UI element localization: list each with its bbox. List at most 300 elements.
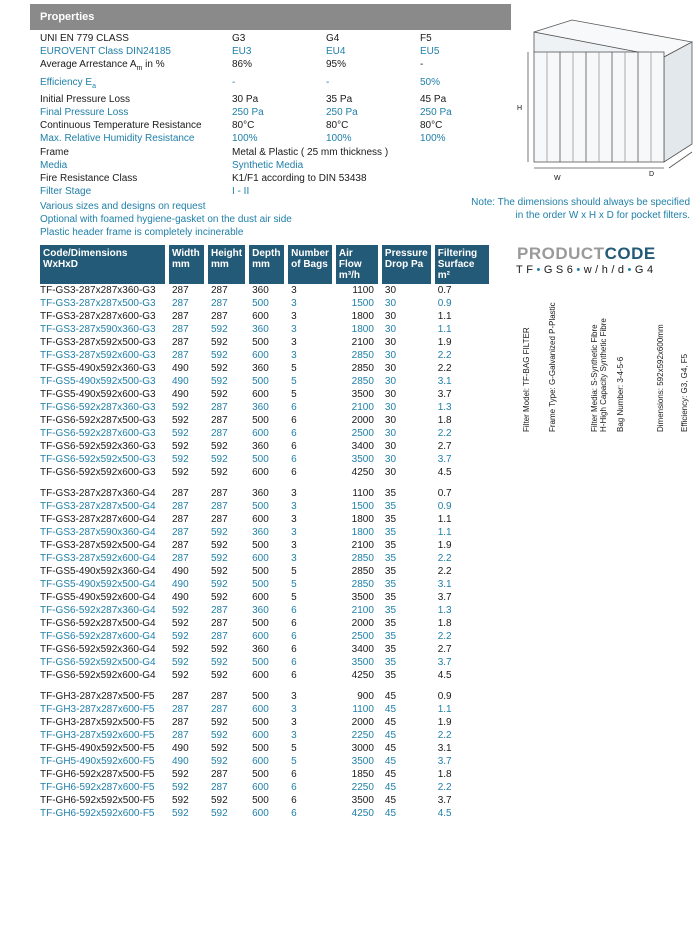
table-cell: 45	[384, 795, 397, 806]
table-row	[40, 656, 489, 669]
code-segment: 6	[566, 264, 577, 276]
table-cell: 3	[291, 704, 297, 715]
property-value-g4: 250 Pa	[326, 107, 358, 119]
table-cell: TF-GS3-287x287x360-G3	[40, 285, 156, 296]
properties-table	[40, 32, 510, 198]
table-cell: 600	[252, 631, 269, 642]
property-label: EUROVENT Class DIN24185	[40, 46, 171, 58]
code-separator: •	[627, 264, 635, 276]
property-label: Average Arrestance $A_m$ in %	[40, 59, 165, 73]
table-cell: TF-GS5-490x592x600-G4	[40, 592, 156, 603]
table-cell: 500	[252, 743, 269, 754]
property-value: Metal & Plastic ( 25 mm thickness )	[232, 146, 389, 158]
table-cell: 1.1	[437, 514, 452, 525]
table-cell: 592	[211, 350, 228, 361]
table-cell: 30	[384, 415, 397, 426]
table-row	[40, 781, 489, 794]
table-cell: 3	[291, 501, 297, 512]
column-header: Pressure Drop Pa	[378, 245, 431, 284]
table-cell: 592	[211, 717, 228, 728]
table-cell: 35	[384, 670, 397, 681]
table-cell: 592	[211, 389, 228, 400]
table-cell: 592	[211, 808, 228, 819]
table-cell: 500	[252, 501, 269, 512]
property-value-g4: 80°C	[326, 120, 349, 132]
property-label: Max. Relative Humidity Resistance	[40, 133, 195, 145]
table-cell: 35	[384, 592, 397, 603]
table-cell: TF-GS6-592x287x600-G4	[40, 631, 156, 642]
product-code-string	[516, 264, 657, 276]
table-cell: 592	[211, 337, 228, 348]
property-row	[40, 76, 510, 93]
table-cell: 30	[384, 389, 397, 400]
table-cell: 600	[252, 553, 269, 564]
table-cell: 500	[252, 691, 269, 702]
table-cell: 45	[384, 808, 397, 819]
column-header: Height mm	[204, 245, 245, 284]
code-segment: G	[634, 264, 647, 276]
table-cell: 45	[384, 704, 397, 715]
table-cell: 490	[172, 376, 189, 387]
table-cell: 1.1	[437, 704, 452, 715]
table-cell: 287	[211, 415, 228, 426]
table-row	[40, 375, 489, 388]
property-value-g3: -	[232, 76, 236, 88]
property-value-f5: 250 Pa	[420, 107, 452, 119]
table-cell: 0.9	[437, 501, 452, 512]
table-cell: 287	[211, 605, 228, 616]
table-row	[40, 669, 489, 682]
table-cell: 1100	[352, 285, 374, 296]
table-cell: 287	[211, 298, 228, 309]
table-cell: 6	[291, 467, 297, 478]
table-cell: 592	[211, 644, 228, 655]
code-legend-label: Dimensions: 592x592x600mm	[656, 324, 665, 432]
table-cell: 287	[172, 730, 189, 741]
table-cell: 4.5	[437, 808, 452, 819]
table-row	[40, 604, 489, 617]
property-value-g3: 80°C	[232, 120, 255, 132]
table-cell: 6	[291, 808, 297, 819]
table-cell: 5	[291, 376, 297, 387]
property-value-f5: 50%	[420, 76, 441, 88]
table-cell: 600	[252, 704, 269, 715]
table-cell: 45	[384, 717, 397, 728]
notes	[40, 200, 292, 239]
table-cell: 592	[172, 631, 189, 642]
table-row	[40, 630, 489, 643]
table-cell: TF-GS6-592x592x600-G3	[40, 467, 156, 478]
table-cell: 592	[172, 402, 189, 413]
table-cell: 592	[211, 324, 228, 335]
table-cell: 1.9	[437, 540, 452, 551]
property-label: UNI EN 779 CLASS	[40, 33, 129, 44]
table-cell: 5	[291, 363, 297, 374]
table-cell: 6	[291, 441, 297, 452]
table-cell: 1.1	[437, 324, 452, 335]
table-cell: 1.8	[437, 618, 452, 629]
table-cell: 3500	[351, 389, 374, 400]
table-cell: 500	[252, 717, 269, 728]
property-row	[40, 58, 510, 75]
table-cell: TF-GS6-592x592x360-G4	[40, 644, 156, 655]
table-cell: 592	[172, 657, 189, 668]
table-cell: TF-GS3-287x287x600-G4	[40, 514, 156, 525]
product-table	[40, 245, 489, 820]
property-row	[40, 45, 510, 58]
table-cell: 3	[291, 540, 297, 551]
table-cell: 592	[172, 428, 189, 439]
table-cell: 490	[172, 743, 189, 754]
property-value-g3: EU3	[232, 46, 252, 58]
table-cell: 600	[252, 592, 269, 603]
table-cell: 592	[211, 540, 228, 551]
table-cell: 592	[172, 808, 189, 819]
table-cell: 1.8	[437, 769, 452, 780]
table-cell: 30	[384, 285, 397, 296]
table-cell: 1.1	[437, 527, 452, 538]
table-cell: 35	[384, 631, 397, 642]
table-cell: 35	[384, 501, 397, 512]
table-cell: TF-GS3-287x592x600-G4	[40, 553, 156, 564]
table-row	[40, 539, 489, 552]
table-cell: 500	[252, 795, 269, 806]
table-cell: 360	[252, 605, 269, 616]
table-row	[40, 794, 489, 807]
table-cell: 6	[291, 769, 297, 780]
table-cell: 592	[172, 782, 189, 793]
table-cell: 3000	[351, 743, 374, 754]
property-value-g3: 30 Pa	[232, 93, 259, 105]
table-cell: 2.2	[437, 428, 452, 439]
table-cell: 35	[384, 566, 397, 577]
property-row	[40, 119, 510, 132]
table-cell: 45	[384, 769, 397, 780]
table-cell: 287	[172, 488, 189, 499]
table-row	[40, 643, 489, 656]
table-cell: 287	[172, 514, 189, 525]
property-value: I - II	[232, 186, 250, 198]
property-value-g3: 250 Pa	[232, 107, 264, 119]
property-value-f5: EU5	[420, 46, 440, 58]
table-cell: 2850	[351, 553, 374, 564]
property-value-g4: EU4	[326, 46, 346, 58]
code-separator: •	[576, 264, 584, 276]
table-cell: 3.7	[437, 389, 452, 400]
table-cell: 3	[291, 691, 297, 702]
table-cell: 6	[291, 402, 297, 413]
table-cell: 2.2	[437, 631, 452, 642]
product-code-title: PRODUCTCODE	[517, 244, 656, 263]
table-cell: 592	[211, 467, 228, 478]
property-value-f5: -	[420, 59, 424, 71]
table-cell: 4.5	[437, 467, 452, 478]
table-cell: 45	[384, 691, 397, 702]
table-cell: 1500	[351, 298, 374, 309]
table-row	[40, 362, 489, 375]
table-cell: 592	[211, 566, 228, 577]
table-cell: 45	[384, 782, 397, 793]
table-cell: 35	[384, 605, 397, 616]
table-cell: TF-GH3-287x287x500-F5	[40, 691, 155, 702]
table-cell: TF-GS3-287x287x500-G3	[40, 298, 156, 309]
table-cell: TF-GH6-592x592x600-F5	[40, 808, 155, 819]
table-cell: 360	[252, 402, 269, 413]
table-cell: 287	[211, 618, 228, 629]
table-cell: 2250	[351, 782, 374, 793]
table-cell: 3500	[351, 592, 374, 603]
property-label: Fire Resistance Class	[40, 173, 138, 185]
table-row	[40, 703, 489, 716]
table-cell: 1.9	[437, 337, 452, 348]
table-cell: 0.9	[437, 691, 452, 702]
table-cell: 1.3	[437, 402, 452, 413]
property-value: K1/F1 according to DIN 53438	[232, 173, 367, 185]
dimension-note: Note: The dimensions should always be specified in the order W x H x D for pocket filters.	[471, 197, 690, 221]
code-legend-label: Filter Model: TF-BAG FILTER	[522, 327, 531, 432]
table-cell: TF-GH5-490x592x600-F5	[40, 756, 155, 767]
table-cell: 2850	[351, 363, 374, 374]
property-row	[40, 185, 510, 198]
table-cell: 287	[172, 350, 189, 361]
table-row	[40, 690, 489, 703]
table-cell: 600	[252, 782, 269, 793]
table-cell: TF-GS6-592x287x360-G3	[40, 402, 156, 413]
table-cell: 592	[211, 795, 228, 806]
table-cell: 287	[172, 691, 189, 702]
table-row	[40, 526, 489, 539]
table-cell: 592	[211, 657, 228, 668]
code-segment: T	[516, 264, 527, 276]
table-cell: TF-GH3-287x592x500-F5	[40, 717, 155, 728]
table-cell: 3.7	[437, 795, 452, 806]
table-cell: 3	[291, 298, 297, 309]
table-cell: 5	[291, 566, 297, 577]
table-cell: 600	[252, 756, 269, 767]
table-cell: 30	[384, 454, 397, 465]
table-cell: 3	[291, 350, 297, 361]
table-cell: 287	[211, 704, 228, 715]
code-segment: 4	[646, 264, 657, 276]
table-cell: 287	[211, 769, 228, 780]
table-cell: 3.7	[437, 657, 452, 668]
table-row	[40, 466, 489, 479]
table-row	[40, 323, 489, 336]
table-cell: 30	[384, 311, 397, 322]
table-cell: 45	[384, 743, 397, 754]
table-cell: 0.7	[437, 285, 452, 296]
table-cell: 3500	[351, 795, 374, 806]
code-legend-label: Filter Media: S-Synthetic Fibre H-High Capacity Synthetic Fibre	[590, 318, 608, 432]
table-row	[40, 617, 489, 630]
table-cell: 5	[291, 389, 297, 400]
property-label: Continuous Temperature Resistance	[40, 120, 202, 132]
column-header: Width mm	[165, 245, 204, 284]
property-value-f5: 80°C	[420, 120, 443, 132]
column-header: Air Flow m³/h	[332, 245, 378, 284]
table-cell: 490	[172, 363, 189, 374]
table-cell: 4250	[351, 808, 374, 819]
table-cell: TF-GS3-287x592x500-G4	[40, 540, 156, 551]
table-cell: 500	[252, 454, 269, 465]
property-value-g4: 100%	[326, 133, 352, 145]
table-cell: TF-GS3-287x592x500-G3	[40, 337, 156, 348]
table-cell: 2100	[351, 337, 374, 348]
code-separator: •	[536, 264, 544, 276]
property-row	[40, 172, 510, 185]
table-cell: 35	[384, 527, 397, 538]
table-cell: 2.2	[437, 782, 452, 793]
group-spacer	[40, 682, 489, 690]
table-row	[40, 349, 489, 362]
table-cell: 2.7	[437, 441, 452, 452]
table-cell: 35	[384, 488, 397, 499]
table-cell: 6	[291, 618, 297, 629]
property-label: Initial Pressure Loss	[40, 93, 131, 105]
table-cell: 287	[172, 540, 189, 551]
table-cell: 287	[211, 514, 228, 525]
table-cell: 500	[252, 415, 269, 426]
table-cell: 3	[291, 488, 297, 499]
table-cell: 30	[384, 324, 397, 335]
table-cell: 600	[252, 730, 269, 741]
note-line: Optional with foamed hygiene-gasket on the dust air side	[40, 214, 292, 225]
table-cell: TF-GS6-592x592x360-G3	[40, 441, 156, 452]
table-cell: 1.3	[437, 605, 452, 616]
table-cell: 500	[252, 566, 269, 577]
table-cell: 45	[384, 756, 397, 767]
table-cell: 1800	[351, 527, 374, 538]
table-cell: 287	[211, 402, 228, 413]
table-cell: 5	[291, 743, 297, 754]
table-row	[40, 552, 489, 565]
table-cell: 592	[211, 527, 228, 538]
table-cell: 592	[172, 454, 189, 465]
table-cell: 592	[211, 454, 228, 465]
table-cell: 30	[384, 376, 397, 387]
table-cell: 592	[172, 441, 189, 452]
table-cell: 1.8	[437, 415, 452, 426]
table-cell: 30	[384, 428, 397, 439]
table-cell: 2100	[351, 605, 374, 616]
table-cell: TF-GH6-592x287x600-F5	[40, 782, 155, 793]
table-cell: TF-GS6-592x287x600-G3	[40, 428, 156, 439]
table-cell: 3	[291, 514, 297, 525]
table-cell: 287	[172, 527, 189, 538]
table-cell: 2500	[351, 428, 374, 439]
table-cell: 287	[211, 285, 228, 296]
property-value-g4: -	[326, 76, 330, 88]
table-cell: 360	[252, 527, 269, 538]
table-cell: 3.7	[437, 454, 452, 465]
table-cell: 287	[172, 553, 189, 564]
table-cell: 592	[211, 670, 228, 681]
table-cell: 592	[211, 363, 228, 374]
table-cell: 1850	[351, 769, 374, 780]
table-cell: 2850	[351, 350, 374, 361]
table-cell: 5	[291, 592, 297, 603]
table-cell: 287	[172, 501, 189, 512]
table-row	[40, 500, 489, 513]
column-header: Depth mm	[245, 245, 284, 284]
note-line: Various sizes and designs on request	[40, 201, 206, 212]
table-cell: TF-GS3-287x287x500-G4	[40, 501, 156, 512]
table-cell: 6	[291, 415, 297, 426]
table-cell: 592	[211, 376, 228, 387]
table-cell: 490	[172, 389, 189, 400]
table-cell: 592	[211, 579, 228, 590]
table-cell: 287	[172, 311, 189, 322]
drawing-label-d: D	[649, 171, 655, 178]
table-cell: 5	[291, 756, 297, 767]
table-cell: TF-GH6-592x287x500-F5	[40, 769, 155, 780]
table-cell: 500	[252, 337, 269, 348]
table-cell: 287	[211, 428, 228, 439]
property-row	[40, 132, 510, 145]
table-cell: 2.7	[437, 644, 452, 655]
table-cell: 30	[384, 350, 397, 361]
table-cell: 35	[384, 553, 397, 564]
table-cell: 2850	[351, 579, 374, 590]
table-cell: 287	[211, 488, 228, 499]
pocket-filter-drawing	[514, 12, 694, 182]
property-row	[40, 159, 510, 172]
table-cell: 592	[172, 605, 189, 616]
table-cell: 35	[384, 657, 397, 668]
table-cell: 6	[291, 670, 297, 681]
table-cell: 490	[172, 592, 189, 603]
table-cell: 2100	[351, 402, 374, 413]
table-cell: 360	[252, 324, 269, 335]
property-value-g3: 100%	[232, 133, 258, 145]
table-cell: 2.2	[437, 566, 452, 577]
table-cell: 287	[211, 501, 228, 512]
table-cell: 30	[384, 402, 397, 413]
table-cell: 0.7	[437, 488, 452, 499]
table-cell: 287	[172, 337, 189, 348]
table-cell: 592	[172, 415, 189, 426]
table-row	[40, 284, 489, 297]
table-cell: 35	[384, 579, 397, 590]
table-cell: 490	[172, 579, 189, 590]
table-cell: 600	[252, 670, 269, 681]
property-label: Frame	[40, 146, 69, 158]
table-cell: 2850	[351, 566, 374, 577]
table-cell: TF-GH3-287x287x600-F5	[40, 704, 155, 715]
property-value-f5: F5	[420, 33, 432, 44]
properties-header: Properties	[30, 4, 511, 30]
table-cell: 592	[172, 769, 189, 780]
table-cell: 600	[252, 428, 269, 439]
property-value-g4: 35 Pa	[326, 93, 353, 105]
drawing-label-w: W	[554, 175, 561, 182]
table-cell: 287	[172, 298, 189, 309]
table-cell: 3.1	[437, 743, 452, 754]
table-cell: 592	[211, 730, 228, 741]
code-legend-label: Frame Type: G-Galvanized P-Plastic	[548, 302, 557, 432]
table-cell: 592	[211, 441, 228, 452]
table-cell: 592	[211, 553, 228, 564]
column-header: Number of Bags	[284, 245, 332, 284]
table-cell: 1.9	[437, 717, 452, 728]
table-cell: TF-GS6-592x592x600-G4	[40, 670, 156, 681]
table-cell: 3500	[351, 756, 374, 767]
property-value: Synthetic Media	[232, 159, 304, 171]
table-cell: TF-GS6-592x287x500-G3	[40, 415, 156, 426]
table-cell: 500	[252, 376, 269, 387]
table-row	[40, 414, 489, 427]
table-cell: 592	[211, 743, 228, 754]
